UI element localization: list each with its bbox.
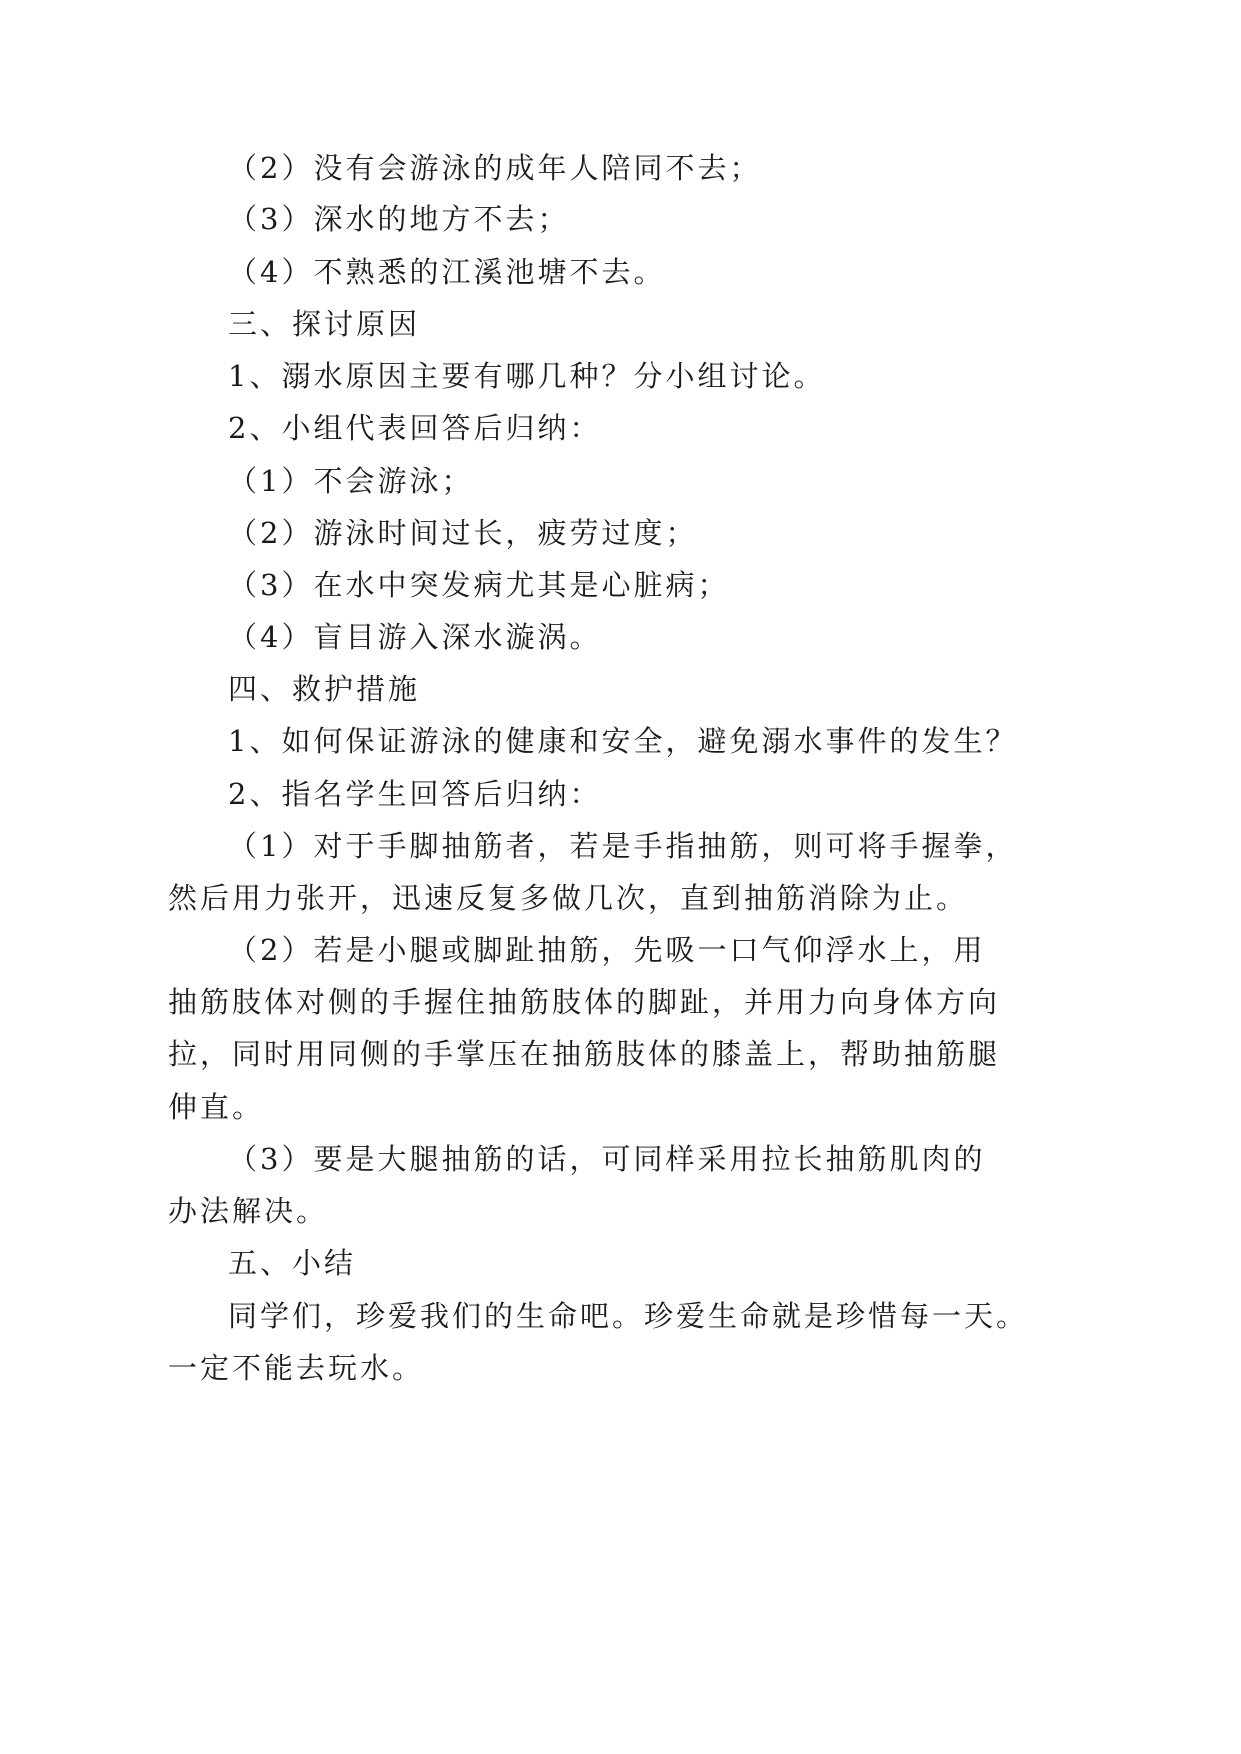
text-line: （2）没有会游泳的成年人陪同不去； [228, 151, 762, 185]
section-heading: 五、小结 [228, 1246, 357, 1280]
text-line: （1）对于手脚抽筋者，若是手指抽筋，则可将手握拳， [228, 829, 1018, 863]
text-line: 1、溺水原因主要有哪几种？分小组讨论。 [228, 359, 826, 393]
text-line: （2）游泳时间过长，疲劳过度； [228, 516, 698, 550]
text-line: 2、小组代表回答后归纳： [228, 411, 602, 445]
text-line: （2）若是小腿或脚趾抽筋，先吸一口气仰浮水上，用 [228, 933, 986, 967]
text-line: 抽筋肢体对侧的手握住抽筋肢体的脚趾，并用力向身体方向 [168, 985, 1001, 1019]
text-line: （1）不会游泳； [228, 464, 474, 498]
text-line: （3）在水中突发病尤其是心脏病； [228, 568, 730, 602]
text-line: 然后用力张开，迅速反复多做几次，直到抽筋消除为止。 [168, 881, 969, 915]
text-line: 伸直。 [168, 1090, 265, 1124]
section-heading: 四、救护措施 [228, 672, 421, 706]
text-line: （3）深水的地方不去； [228, 202, 570, 236]
text-line: 1、如何保证游泳的健康和安全，避免溺水事件的发生？ [228, 724, 1018, 758]
text-line: （3）要是大腿抽筋的话，可同样采用拉长抽筋肌肉的 [228, 1142, 986, 1176]
text-line: 同学们，珍爱我们的生命吧。珍爱生命就是珍惜每一天。 [228, 1299, 1029, 1333]
text-line: 2、指名学生回答后归纳： [228, 777, 602, 811]
text-line: 拉，同时用同侧的手掌压在抽筋肢体的膝盖上，帮助抽筋腿 [168, 1037, 1001, 1071]
section-heading: 三、探讨原因 [228, 307, 421, 341]
text-line: 办法解决。 [168, 1194, 329, 1228]
text-line: 一定不能去玩水。 [168, 1351, 425, 1385]
text-line: （4）不熟悉的江溪池塘不去。 [228, 255, 666, 289]
text-line: （4）盲目游入深水漩涡。 [228, 620, 602, 654]
